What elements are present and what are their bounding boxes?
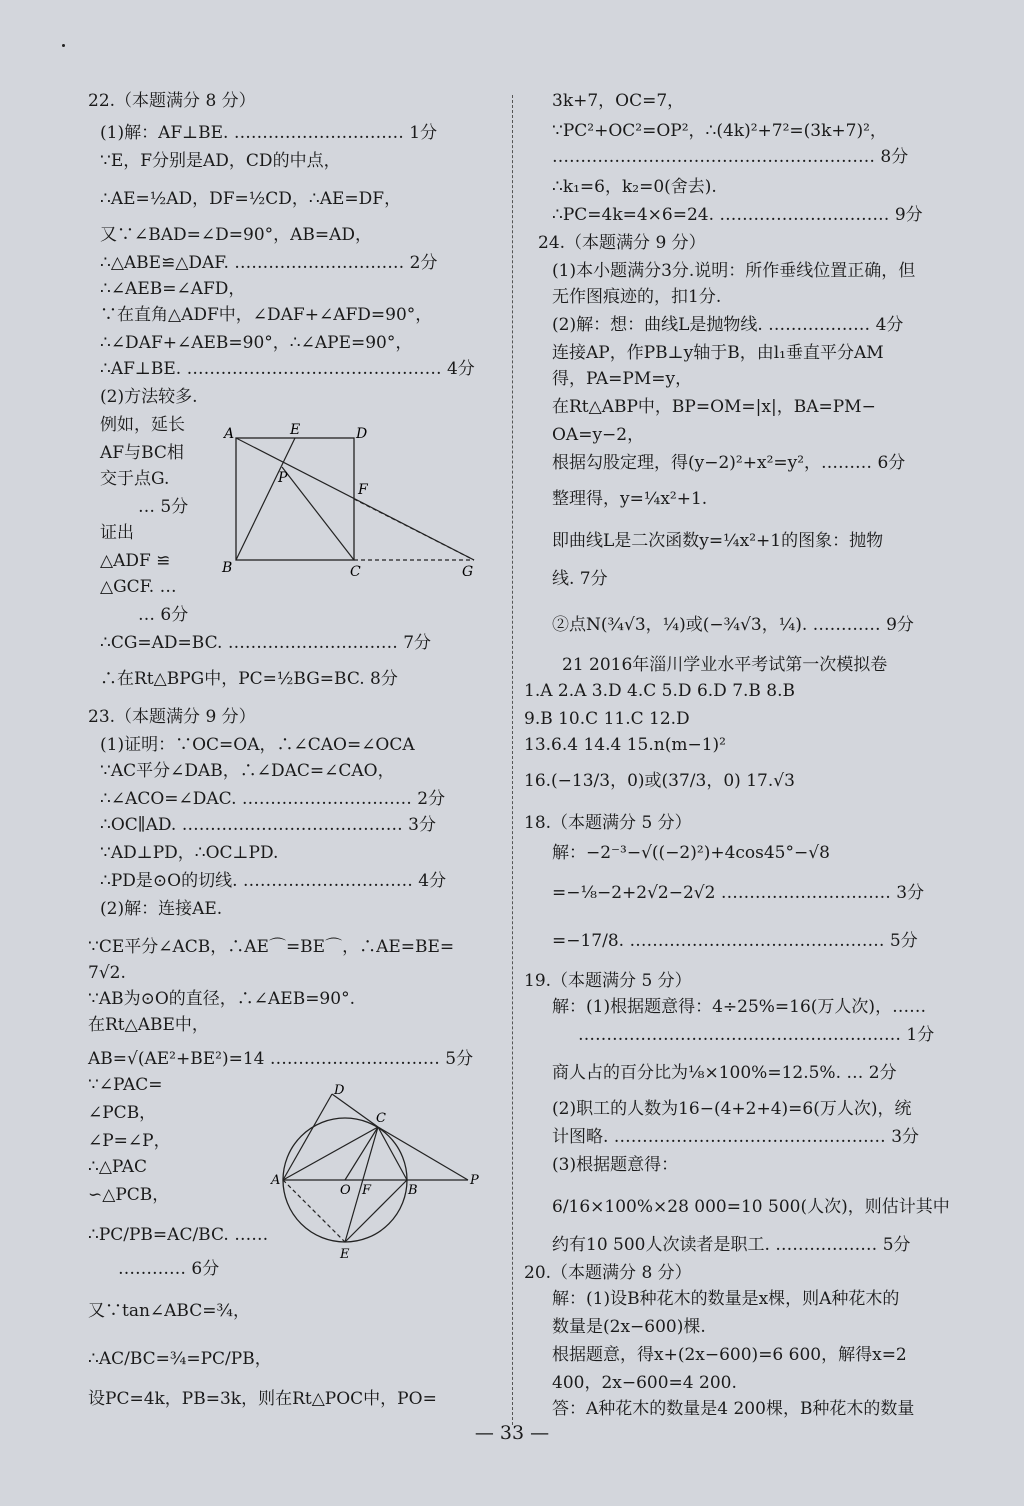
left-text-line: 在Rt△ABE中， xyxy=(88,1015,209,1035)
right-text-line: 19.（本题满分 5 分） xyxy=(524,971,692,991)
left-text-line: ………… 6分 xyxy=(118,1259,220,1279)
right-text-line: 无作图痕迹的，扣1分. xyxy=(552,287,722,307)
left-text-line: 证出 xyxy=(100,523,134,543)
left-text-line: ∴∠AEB=∠AFD， xyxy=(100,279,246,299)
right-text-line: 约有10 500人次读者是职工. ……………… 5分 xyxy=(552,1235,911,1255)
right-text-line: 计图略. ………………………………………… 3分 xyxy=(552,1127,920,1147)
right-text-line: =−⅛−2+2√2−2√2 ………………………… 3分 xyxy=(552,883,925,903)
right-text-line: ∴k₁=6，k₂=0(舍去). xyxy=(552,177,717,197)
right-text-line: ∴PC=4k=4×6=24. ………………………… 9分 xyxy=(552,205,923,225)
right-text-line: 6/16×100%×28 000=10 500(人次)，则估计其中 xyxy=(552,1197,950,1217)
fig1-label-A: A xyxy=(224,426,235,442)
left-text-line: ∴AC/BC=¾=PC/PB， xyxy=(88,1349,272,1369)
left-text-line: ∴∠ACO=∠DAC. ………………………… 2分 xyxy=(100,789,446,809)
left-text-line: (1)证明：∵OC=OA，∴∠CAO=∠OCA xyxy=(100,735,415,755)
column-divider xyxy=(512,95,513,1425)
figure-square-diagram xyxy=(220,420,490,580)
fig2-label-B: B xyxy=(408,1183,418,1198)
right-text-line: 24.（本题满分 9 分） xyxy=(538,233,706,253)
right-text-line: 整理得，y=¼x²+1. xyxy=(552,489,708,509)
right-text-line: 答：A种花木的数量是4 200棵，B种花木的数量 xyxy=(552,1399,915,1419)
left-text-line: ∴AF⊥BE. ……………………………………… 4分 xyxy=(100,359,475,379)
right-text-line: (1)本小题满分3分.说明：所作垂线位置正确，但 xyxy=(552,261,916,281)
left-text-line: ∠PCB， xyxy=(88,1103,157,1123)
left-text-line: ∴∠DAF+∠AEB=90°，∴∠APE=90°， xyxy=(100,333,413,353)
left-text-line: (2)解：连接AE. xyxy=(100,899,223,919)
right-text-line: 数量是(2x−600)棵. xyxy=(552,1317,706,1337)
left-text-line: ∵AB为⊙O的直径，∴∠AEB=90°. xyxy=(88,989,355,1009)
right-text-line: 根据勾股定理，得(y−2)²+x²=y²，……… 6分 xyxy=(552,453,906,473)
left-text-line: ∵在直角△ADF中，∠DAF+∠AFD=90°， xyxy=(100,305,433,325)
page-number-value: 33 xyxy=(499,1422,525,1444)
left-text-line: △GCF. … xyxy=(100,577,177,597)
right-text-line: 18.（本题满分 5 分） xyxy=(524,813,692,833)
fig2-label-O: O xyxy=(340,1183,351,1198)
left-text-line: … 5分 xyxy=(138,497,189,517)
right-text-line: 解：−2⁻³−√((−2)²)+4cos45°−√8 xyxy=(552,843,830,863)
left-text-line: ∴PD是⊙O的切线. ………………………… 4分 xyxy=(100,871,447,891)
left-text-line: ∵∠PAC= xyxy=(88,1075,163,1095)
left-text-line: ∽△PCB， xyxy=(88,1185,170,1205)
right-text-line: 解：(1)根据题意得：4÷25%=16(万人次)，…… xyxy=(552,997,927,1017)
left-text-line: (2)方法较多. xyxy=(100,387,198,407)
right-text-line: 线. 7分 xyxy=(552,569,608,589)
right-text-line: 1.A 2.A 3.D 4.C 5.D 6.D 7.B 8.B xyxy=(524,681,796,701)
left-text-line: ∴AE=½AD，DF=½CD，∴AE=DF， xyxy=(100,189,402,209)
left-text-line: 又∵tan∠ABC=¾， xyxy=(88,1301,250,1321)
right-text-line: 解：(1)设B种花木的数量是x棵，则A种花木的 xyxy=(552,1289,900,1309)
fig1-label-E: E xyxy=(290,422,301,438)
right-text-line: 得，PA=PM=y， xyxy=(552,369,693,389)
left-text-line: ∴PC/PB=AC/BC. …… xyxy=(88,1225,269,1245)
fig2-label-F: F xyxy=(362,1183,372,1198)
fig2-label-D: D xyxy=(334,1083,345,1098)
right-text-line: 3k+7，OC=7， xyxy=(552,91,685,111)
left-text-line: (1)解：AF⊥BE. ………………………… 1分 xyxy=(100,123,438,143)
page-number: — 33 — xyxy=(474,1422,550,1444)
left-text-line: ∠P=∠P， xyxy=(88,1131,171,1151)
fig1-label-B: B xyxy=(222,560,233,576)
right-text-line: 商人占的百分比为⅛×100%=12.5%. … 2分 xyxy=(552,1063,897,1083)
left-text-line: ∵AD⊥PD，∴OC⊥PD. xyxy=(100,843,279,863)
right-text-line: 在Rt△ABP中，BP=OM=|x|，BA=PM− xyxy=(552,397,876,417)
page-dot xyxy=(62,44,65,47)
left-text-line: ∴△ABE≌△DAF. ………………………… 2分 xyxy=(100,253,438,273)
right-text-line: 9.B 10.C 11.C 12.D xyxy=(524,709,690,729)
right-text-line: 即曲线L是二次函数y=¼x²+1的图象：抛物 xyxy=(552,531,884,551)
fig2-label-E: E xyxy=(340,1247,350,1262)
left-text-line: ∵E，F分别是AD，CD的中点， xyxy=(100,151,341,171)
fig1-label-D: D xyxy=(356,426,368,442)
right-text-line: (3)根据题意得： xyxy=(552,1155,679,1175)
right-text-line: 400，2x−600=4 200. xyxy=(552,1373,737,1393)
left-text-line: ∴在Rt△BPG中，PC=½BG=BC. 8分 xyxy=(100,669,398,689)
right-text-line: 16.(−13/3，0)或(37/3，0) 17.√3 xyxy=(524,771,795,791)
fig2-label-P: P xyxy=(470,1173,479,1188)
left-text-line: 23.（本题满分 9 分） xyxy=(88,707,256,727)
fig1-label-C: C xyxy=(350,564,361,580)
left-text-line: 22.（本题满分 8 分） xyxy=(88,91,256,111)
figure-circle-diagram xyxy=(270,1082,490,1262)
right-text-line: =−17/8. ……………………………………… 5分 xyxy=(552,931,918,951)
left-text-line: 又∵∠BAD=∠D=90°，AB=AD， xyxy=(100,225,373,245)
fig2-label-C: C xyxy=(376,1111,386,1126)
right-text-line: ………………………………………………… 8分 xyxy=(552,147,909,167)
fig2-label-A: A xyxy=(271,1173,281,1188)
right-text-line: ∵PC²+OC²=OP²，∴(4k)²+7²=(3k+7)²， xyxy=(552,121,887,141)
right-text-line: ………………………………………………… 1分 xyxy=(578,1025,935,1045)
right-text-line: (2)解：想：曲线L是抛物线. ……………… 4分 xyxy=(552,315,904,335)
left-text-line: 7√2. xyxy=(88,963,126,983)
fig1-label-P: P xyxy=(278,470,288,486)
left-text-line: … 6分 xyxy=(138,605,189,625)
left-text-line: ∵AC平分∠DAB，∴∠DAC=∠CAO， xyxy=(100,761,395,781)
left-text-line: AB=√(AE²+BE²)=14 ………………………… 5分 xyxy=(88,1049,474,1069)
left-text-line: 交于点G. xyxy=(100,469,170,489)
right-text-line: ②点N(¾√3，¼)或(−¾√3，¼). ………… 9分 xyxy=(552,615,914,635)
right-text-line: 13.6.4 14.4 15.n(m−1)² xyxy=(524,735,726,755)
right-text-line: 21 2016年淄川学业水平考试第一次模拟卷 xyxy=(562,655,888,675)
left-text-line: ∵CE平分∠ACB，∴AE⌒=BE⌒，∴AE=BE= xyxy=(88,937,455,957)
fig1-label-F: F xyxy=(358,482,368,498)
right-text-line: OA=y−2， xyxy=(552,425,645,445)
left-text-line: AF与BC相 xyxy=(100,443,184,463)
right-text-line: 连接AP，作PB⊥y轴于B，由l₁垂直平分AM xyxy=(552,343,884,363)
right-text-line: 根据题意，得x+(2x−600)=6 600，解得x=2 xyxy=(552,1345,907,1365)
left-text-line: △ADF ≌ xyxy=(100,551,171,571)
left-text-line: ∴△PAC xyxy=(88,1157,148,1177)
fig1-label-G: G xyxy=(462,564,474,580)
left-text-line: 设PC=4k，PB=3k，则在Rt△POC中，PO= xyxy=(88,1389,437,1409)
right-text-line: 20.（本题满分 8 分） xyxy=(524,1263,692,1283)
left-text-line: 例如，延长 xyxy=(100,415,185,435)
left-text-line: ∴CG=AD=BC. ………………………… 7分 xyxy=(100,633,432,653)
right-text-line: (2)职工的人数为16−(4+2+4)=6(万人次)，统 xyxy=(552,1099,912,1119)
left-text-line: ∴OC∥AD. ………………………………… 3分 xyxy=(100,815,436,835)
